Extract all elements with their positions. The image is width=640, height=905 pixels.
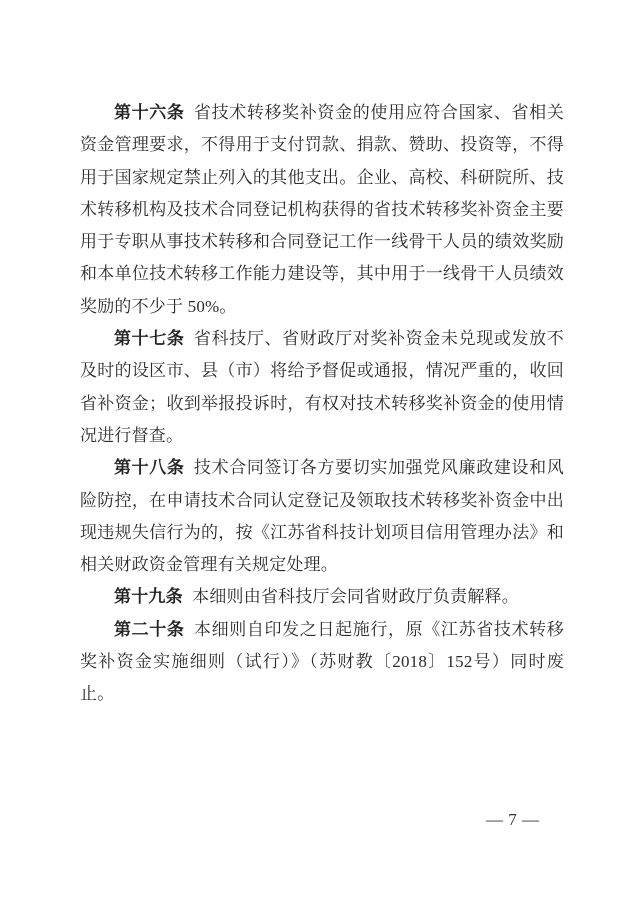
article-number-label: 第二十条 [114, 619, 185, 639]
article-number-label: 第十八条 [114, 458, 185, 478]
article-text: 本细则自印发之日起施行，原《江苏省技术转移奖补资金实施细则（试行）》（苏财教〔2018〕152号）同时废止。 [80, 619, 564, 704]
article-text: 技术合同签订各方要切实加强党风廉政建设和风险防控，在申请技术合同认定登记及领取技术转移奖补资金中出现违规失信行为的，按《江苏省科技计划项目信用管理办法》和相关财政资金管理有关规定处理。 [80, 458, 564, 575]
article-text: 本细则由省科技厅会同省财政厅负责解释。 [192, 587, 519, 607]
article-paragraph-16 [80, 97, 564, 323]
article-text: 省科技厅、省财政厅对奖补资金未兑现或发放不及时的设区市、县（市）将给予督促或通报，情况严重的，收回省补资金；收到举报投诉时，有权对技术转移奖补资金的使用情况进行督查。 [80, 329, 564, 445]
article-text: 省技术转移奖补资金的使用应符合国家、省相关资金管理要求，不得用于支付罚款、捐款、赞助、投资等，不得用于国家规定禁止列入的其他支出。企业、高校、科研院所、技术转移机构及技术合同登记机构获得的省技术转移奖补资金主要用于专职从事技术转移和合同登记工作一线骨干人员的绩效奖励和本单位技术转移工作能力建设等，其中用于一线骨干人员绩效奖励的不少于 50%。 [80, 103, 564, 316]
article-paragraph-19 [80, 581, 564, 613]
article-paragraph-17 [80, 323, 564, 452]
article-paragraph-18 [80, 452, 564, 581]
article-number-label: 第十六条 [114, 103, 185, 122]
document-body [80, 97, 564, 711]
article-paragraph-20 [80, 614, 564, 711]
article-number-label: 第十九条 [114, 587, 183, 607]
page-footer [0, 810, 640, 836]
page-number: — 7 — [486, 810, 540, 829]
article-number-label: 第十七条 [114, 329, 185, 349]
